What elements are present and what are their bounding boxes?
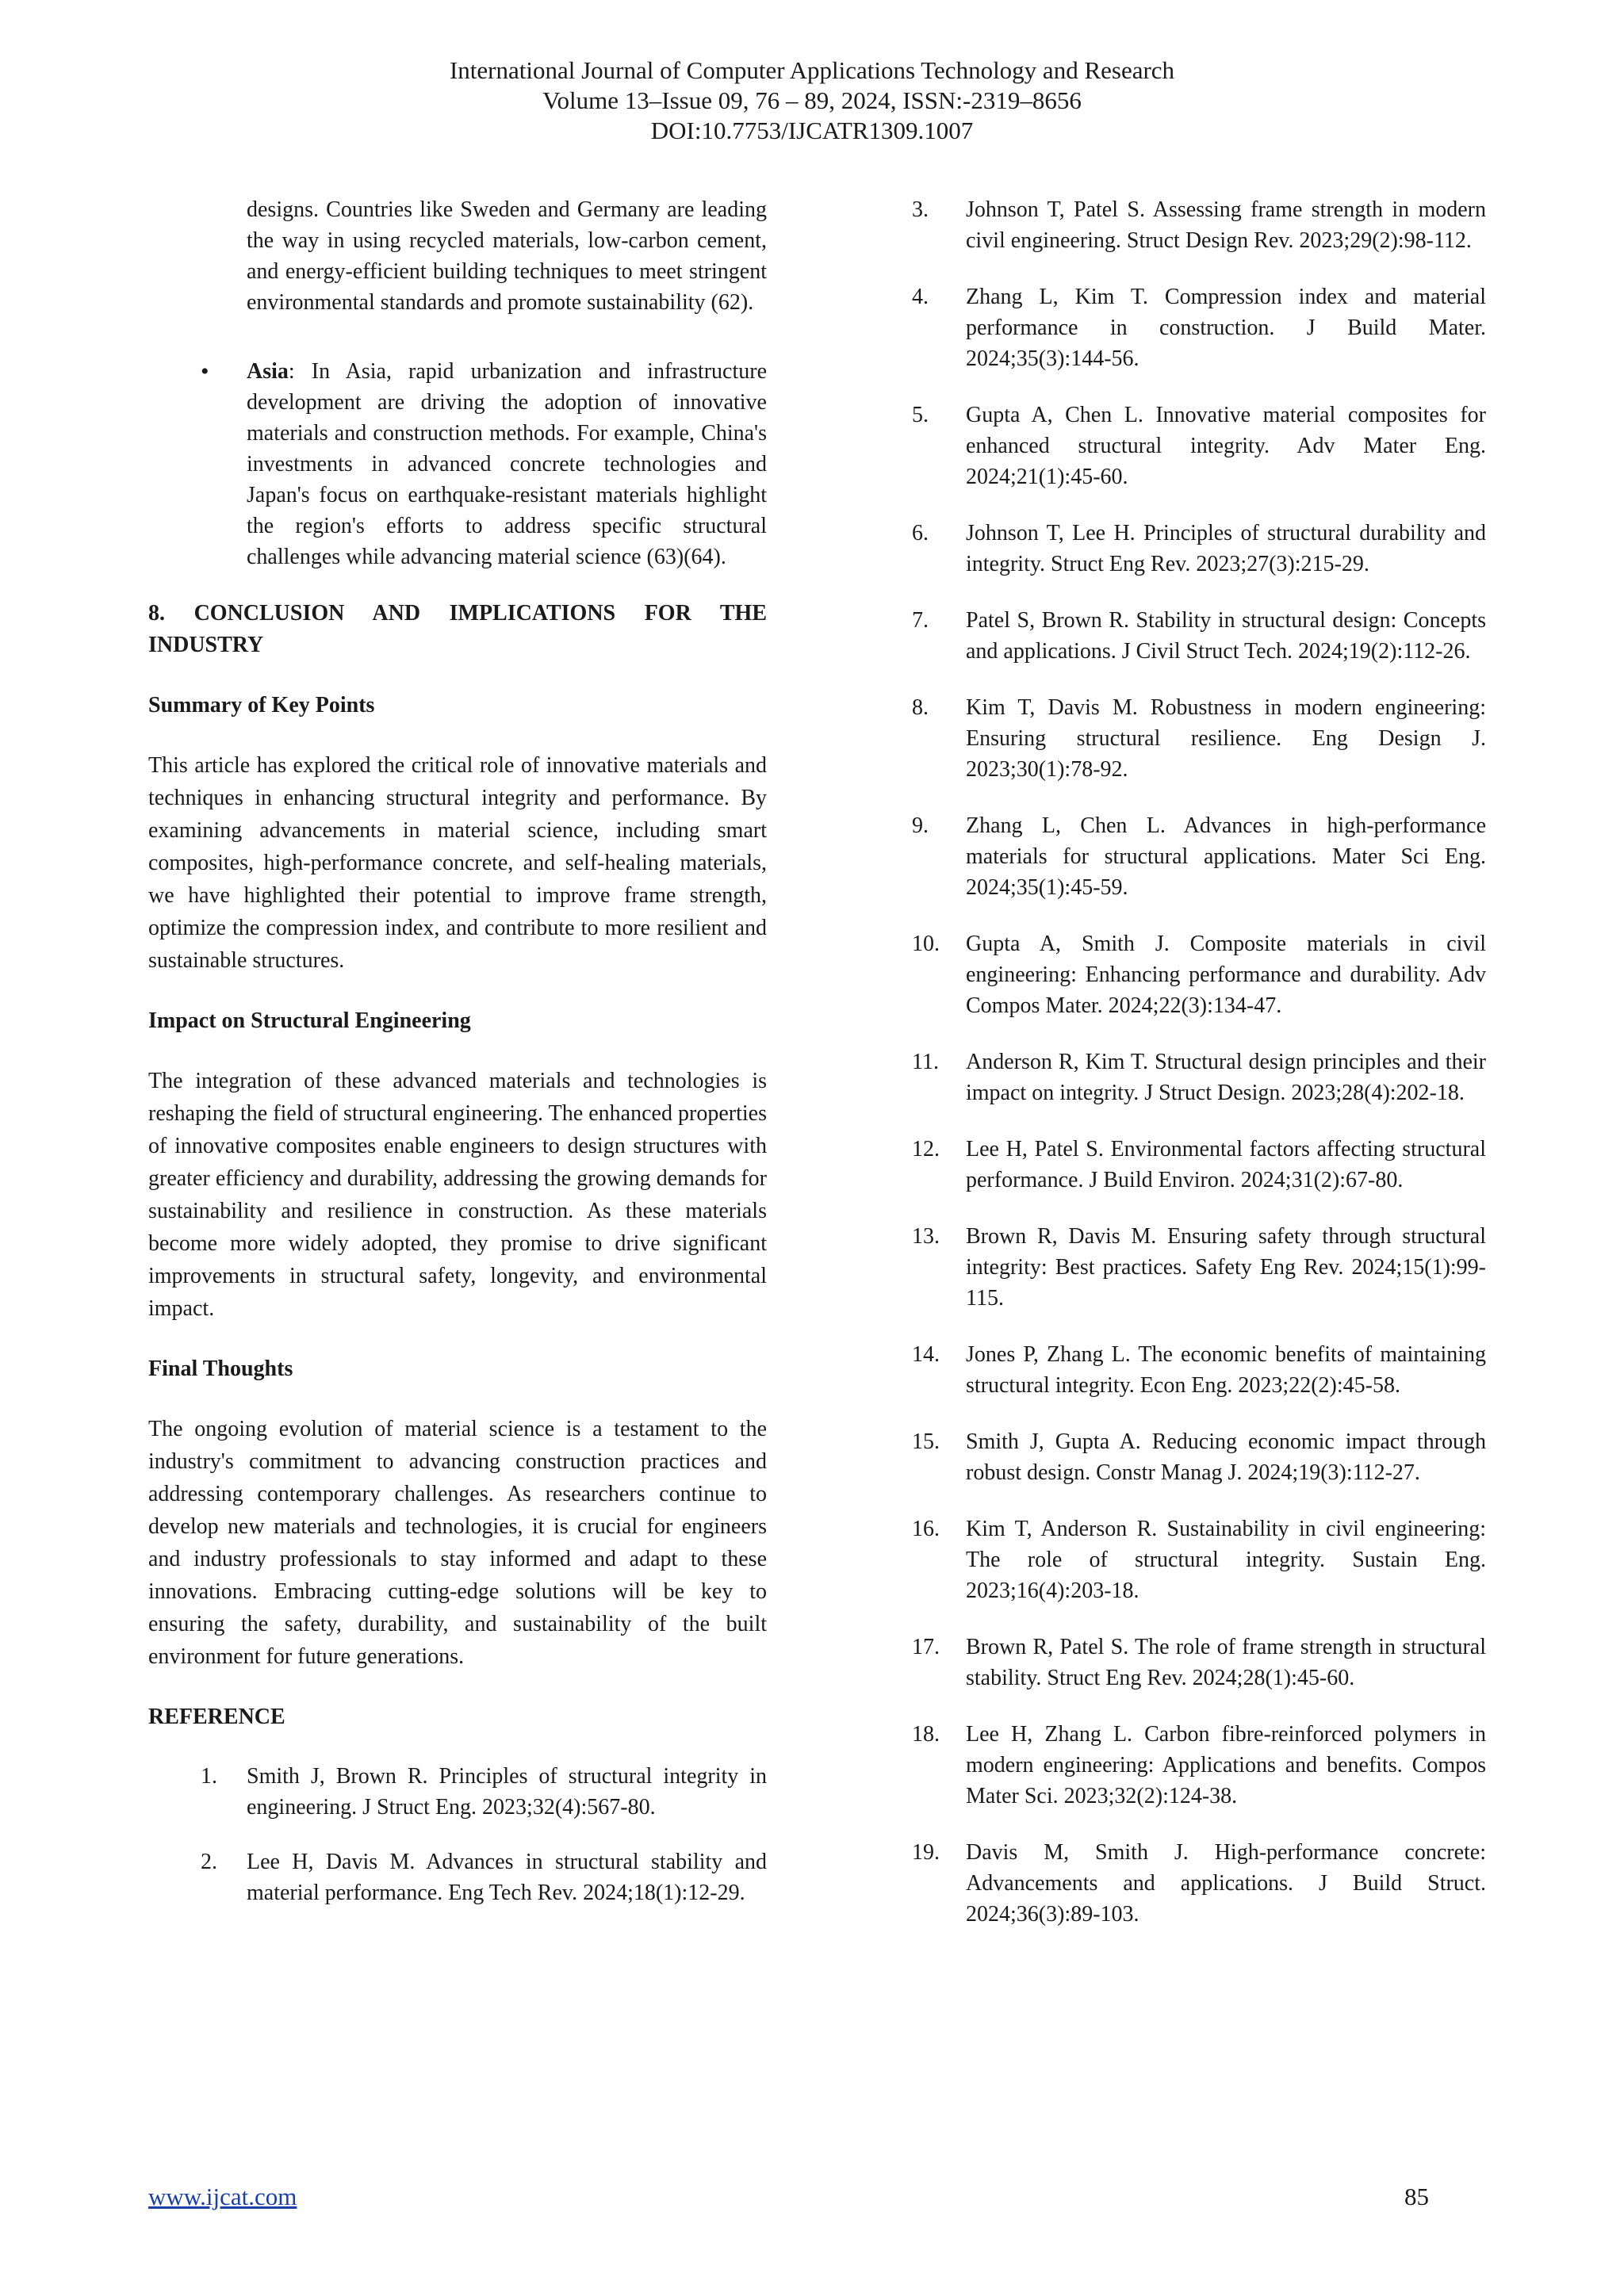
reference-list-right bbox=[912, 194, 1486, 1930]
reference-text: Johnson T, Patel S. Assessing frame strength in modern civil engineering. Struct Design Rev. 2023;29(2):98-112. bbox=[966, 197, 1486, 253]
reference-number: 2. bbox=[201, 1850, 217, 1874]
bullet-icon: • bbox=[201, 358, 209, 385]
reference-item bbox=[912, 1513, 1486, 1606]
reference-item bbox=[912, 1047, 1486, 1108]
left-column bbox=[148, 194, 767, 1932]
reference-item bbox=[912, 194, 1486, 256]
reference-text: Johnson T, Lee H. Principles of structural durability and integrity. Struct Eng Rev. 2023;27(3):215-29. bbox=[966, 521, 1486, 576]
summary-heading: Summary of Key Points bbox=[148, 693, 375, 718]
journal-doi: DOI:10.7753/IJCATR1309.1007 bbox=[650, 117, 974, 144]
reference-text: Zhang L, Chen L. Advances in high-performance materials for structural applications. Mater Sci Eng. 2024;35(1):45-59. bbox=[966, 813, 1486, 900]
reference-text: Brown R, Davis M. Ensuring safety through structural integrity: Best practices. Safety Eng Rev. 2024;15(1):99-115. bbox=[966, 1224, 1486, 1311]
reference-text: Brown R, Patel S. The role of frame strength in structural stability. Struct Eng Rev. 2024;28(1):45-60. bbox=[966, 1635, 1486, 1690]
europe-text: designs. Countries like Sweden and Germany are leading the way in using recycled materials, low-carbon cement, and energy-efficient building techniques to meet stringent environmental standards and promote sustainability (62). bbox=[247, 197, 767, 315]
reference-item bbox=[912, 1339, 1486, 1401]
reference-number: 16. bbox=[912, 1517, 940, 1541]
reference-item bbox=[912, 692, 1486, 785]
page-number: 85 bbox=[1404, 2183, 1429, 2210]
reference-number: 3. bbox=[912, 197, 929, 222]
journal-website-link[interactable]: www.ijcat.com bbox=[148, 2183, 297, 2210]
final-heading: Final Thoughts bbox=[148, 1357, 293, 1381]
summary-paragraph: This article has explored the critical role of innovative materials and techniques in enhancing structural integrity and performance. By examining advancements in material science, including smart composites, high-performance concrete, and self-healing materials, we have highlighted their potential to improve frame strength, optimize the compression index, and contribute to more resilient and sustainable structures. bbox=[148, 753, 767, 973]
reference-item bbox=[912, 1632, 1486, 1693]
reference-text: Lee H, Patel S. Environmental factors affecting structural performance. J Build Environ. 2024;31(2):67-80. bbox=[966, 1137, 1486, 1192]
europe-bullet-continuation bbox=[148, 194, 767, 318]
journal-title: International Journal of Computer Applications Technology and Research bbox=[449, 56, 1175, 84]
reference-text: Kim T, Davis M. Robustness in modern engineering: Ensuring structural resilience. Eng Design J. 2023;30(1):78-92. bbox=[966, 695, 1486, 782]
impact-paragraph: The integration of these advanced materials and technologies is reshaping the field of structural engineering. The enhanced properties of innovative composites enable engineers to design structures with greater efficiency and durability, addressing the growing demands for sustainability and resilience in construction. As these materials become more widely adopted, they promise to drive significant improvements in structural safety, longevity, and environmental impact. bbox=[148, 1069, 767, 1321]
reference-number: 18. bbox=[912, 1722, 940, 1747]
reference-number: 1. bbox=[201, 1764, 217, 1789]
reference-number: 7. bbox=[912, 608, 929, 633]
reference-number: 15. bbox=[912, 1429, 940, 1454]
reference-item bbox=[148, 1761, 767, 1823]
journal-header bbox=[0, 55, 1624, 146]
reference-text: Gupta A, Chen L. Innovative material composites for enhanced structural integrity. Adv Mater Eng. 2024;21(1):45-60. bbox=[966, 403, 1486, 489]
right-column bbox=[912, 194, 1486, 1955]
reference-text: Smith J, Gupta A. Reducing economic impact through robust design. Constr Manag J. 2024;19(3):112-27. bbox=[966, 1429, 1486, 1485]
final-paragraph: The ongoing evolution of material science is a testament to the industry's commitment to advancing construction practices and addressing contemporary challenges. As researchers continue to develop new materials and technologies, it is crucial for engineers and industry professionals to stay informed and adapt to these innovations. Embracing cutting-edge solutions will be key to ensuring the safety, durability, and sustainability of the built environment for future generations. bbox=[148, 1417, 767, 1669]
reference-item bbox=[912, 281, 1486, 374]
reference-number: 4. bbox=[912, 285, 929, 309]
reference-item bbox=[912, 518, 1486, 580]
reference-item bbox=[912, 1837, 1486, 1930]
journal-volume: Volume 13–Issue 09, 76 – 89, 2024, ISSN:-2319–8656 bbox=[542, 86, 1082, 114]
asia-body: : In Asia, rapid urbanization and infrastructure development are driving the adoption of innovative materials and construction methods. For example, China's investments in advanced concrete technologies and Japan's focus on earthquake-resistant materials highlight the region's efforts to address specific structural challenges while advancing material science (63)(64). bbox=[247, 359, 767, 569]
section-title: 8. CONCLUSION AND IMPLICATIONS FOR THE INDUSTRY bbox=[148, 601, 767, 657]
reference-number: 19. bbox=[912, 1840, 940, 1865]
reference-number: 5. bbox=[912, 403, 929, 427]
reference-text: Lee H, Davis M. Advances in structural stability and material performance. Eng Tech Rev. 2024;18(1):12-29. bbox=[247, 1850, 767, 1905]
reference-text: Patel S, Brown R. Stability in structural design: Concepts and applications. J Civil Struct Tech. 2024;19(2):112-26. bbox=[966, 608, 1486, 664]
reference-item bbox=[912, 1719, 1486, 1812]
reference-number: 14. bbox=[912, 1342, 940, 1367]
reference-item bbox=[912, 400, 1486, 492]
reference-number: 9. bbox=[912, 813, 929, 838]
reference-number: 13. bbox=[912, 1224, 940, 1249]
asia-label: Asia bbox=[247, 359, 289, 384]
reference-text: Anderson R, Kim T. Structural design principles and their impact on integrity. J Struct Design. 2023;28(4):202-18. bbox=[966, 1050, 1486, 1105]
reference-number: 17. bbox=[912, 1635, 940, 1659]
reference-number: 11. bbox=[912, 1050, 939, 1074]
reference-list-left bbox=[148, 1761, 767, 1908]
reference-number: 12. bbox=[912, 1137, 940, 1161]
reference-item bbox=[912, 810, 1486, 903]
reference-heading: REFERENCE bbox=[148, 1705, 285, 1729]
reference-item bbox=[912, 928, 1486, 1021]
reference-item bbox=[912, 1426, 1486, 1488]
reference-number: 6. bbox=[912, 521, 929, 545]
reference-text: Gupta A, Smith J. Composite materials in civil engineering: Enhancing performance and durability. Adv Compos Mater. 2024;22(3):134-47. bbox=[966, 932, 1486, 1018]
impact-heading: Impact on Structural Engineering bbox=[148, 1008, 471, 1033]
reference-text: Jones P, Zhang L. The economic benefits of maintaining structural integrity. Econ Eng. 2023;22(2):45-58. bbox=[966, 1342, 1486, 1398]
asia-text bbox=[247, 356, 767, 572]
reference-item bbox=[912, 1134, 1486, 1196]
reference-text: Davis M, Smith J. High-performance concrete: Advancements and applications. J Build Struct. 2024;36(3):89-103. bbox=[966, 1840, 1486, 1927]
reference-item bbox=[912, 1221, 1486, 1314]
reference-item bbox=[148, 1846, 767, 1908]
reference-number: 8. bbox=[912, 695, 929, 720]
reference-number: 10. bbox=[912, 932, 940, 956]
reference-text: Zhang L, Kim T. Compression index and material performance in construction. J Build Mater. 2024;35(3):144-56. bbox=[966, 285, 1486, 371]
reference-text: Lee H, Zhang L. Carbon fibre-reinforced polymers in modern engineering: Applications and benefits. Compos Mater Sci. 2023;32(2):124-38. bbox=[966, 1722, 1486, 1808]
reference-text: Kim T, Anderson R. Sustainability in civil engineering: The role of structural integrity. Sustain Eng. 2023;16(4):203-18. bbox=[966, 1517, 1486, 1603]
asia-bullet bbox=[148, 356, 767, 572]
reference-text: Smith J, Brown R. Principles of structural integrity in engineering. J Struct Eng. 2023;32(4):567-80. bbox=[247, 1764, 767, 1820]
reference-item bbox=[912, 605, 1486, 667]
